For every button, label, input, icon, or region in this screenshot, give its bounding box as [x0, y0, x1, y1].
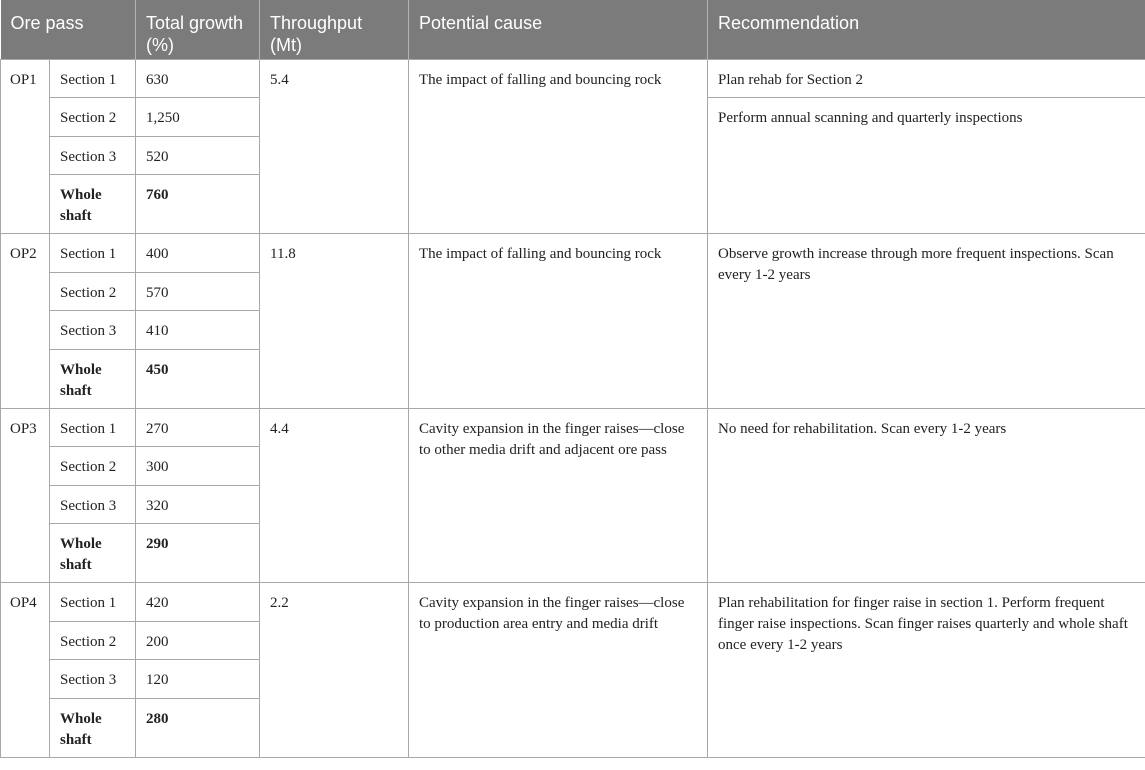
section-cell: Section 2 — [50, 272, 136, 311]
growth-cell: 320 — [136, 485, 260, 524]
growth-cell: 570 — [136, 272, 260, 311]
growth-cell: 300 — [136, 447, 260, 486]
recommendation-cell: No need for rehabilitation. Scan every 1-2 years — [708, 408, 1145, 583]
growth-cell: 400 — [136, 234, 260, 273]
ore-pass-cell: OP1 — [1, 59, 50, 234]
throughput-cell: 11.8 — [260, 234, 409, 409]
throughput-cell: 2.2 — [260, 583, 409, 758]
growth-cell: 520 — [136, 136, 260, 175]
section-cell: Whole shaft — [50, 349, 136, 408]
growth-cell: 630 — [136, 59, 260, 98]
section-cell: Section 2 — [50, 621, 136, 660]
growth-cell: 760 — [136, 175, 260, 234]
header-potential-cause: Potential cause — [409, 0, 708, 59]
cause-cell: The impact of falling and bouncing rock — [409, 234, 708, 409]
growth-cell: 410 — [136, 311, 260, 350]
header-ore-pass: Ore pass — [1, 0, 136, 59]
section-cell: Section 3 — [50, 660, 136, 699]
header-throughput: Throughput (Mt) — [260, 0, 409, 59]
growth-cell: 120 — [136, 660, 260, 699]
section-cell: Whole shaft — [50, 175, 136, 234]
table-row — [1, 234, 1145, 273]
section-cell: Section 1 — [50, 234, 136, 273]
section-cell: Whole shaft — [50, 524, 136, 583]
ore-pass-cell: OP4 — [1, 583, 50, 758]
throughput-cell: 4.4 — [260, 408, 409, 583]
section-cell: Section 3 — [50, 311, 136, 350]
recommendation-cell: Perform annual scanning and quarterly inspections — [708, 98, 1145, 234]
growth-cell: 1,250 — [136, 98, 260, 137]
cause-cell: The impact of falling and bouncing rock — [409, 59, 708, 234]
growth-cell: 200 — [136, 621, 260, 660]
header-recommendation: Recommendation — [708, 0, 1145, 59]
table-row — [1, 408, 1145, 447]
throughput-cell: 5.4 — [260, 59, 409, 234]
table-row — [1, 59, 1145, 98]
section-cell: Section 2 — [50, 447, 136, 486]
growth-cell: 290 — [136, 524, 260, 583]
section-cell: Section 1 — [50, 408, 136, 447]
ore-pass-cell: OP2 — [1, 234, 50, 409]
recommendation-cell: Plan rehab for Section 2 — [708, 59, 1145, 98]
growth-cell: 420 — [136, 583, 260, 622]
recommendation-cell: Plan rehabilitation for finger raise in section 1. Perform frequent finger raise inspections. Scan finger raises quarterly and whole shaft once every 1-2 years — [708, 583, 1145, 758]
section-cell: Section 1 — [50, 59, 136, 98]
growth-cell: 270 — [136, 408, 260, 447]
header-total-growth: Total growth (%) — [136, 0, 260, 59]
recommendation-cell: Observe growth increase through more frequent inspections. Scan every 1-2 years — [708, 234, 1145, 409]
cause-cell: Cavity expansion in the finger raises—close to other media drift and adjacent ore pass — [409, 408, 708, 583]
section-cell: Section 2 — [50, 98, 136, 137]
growth-cell: 450 — [136, 349, 260, 408]
section-cell: Section 3 — [50, 485, 136, 524]
ore-pass-cell: OP3 — [1, 408, 50, 583]
table-row — [1, 583, 1145, 622]
header-row — [1, 0, 1145, 59]
section-cell: Section 3 — [50, 136, 136, 175]
section-cell: Whole shaft — [50, 698, 136, 757]
growth-cell: 280 — [136, 698, 260, 757]
cause-cell: Cavity expansion in the finger raises—close to production area entry and media drift — [409, 583, 708, 758]
section-cell: Section 1 — [50, 583, 136, 622]
